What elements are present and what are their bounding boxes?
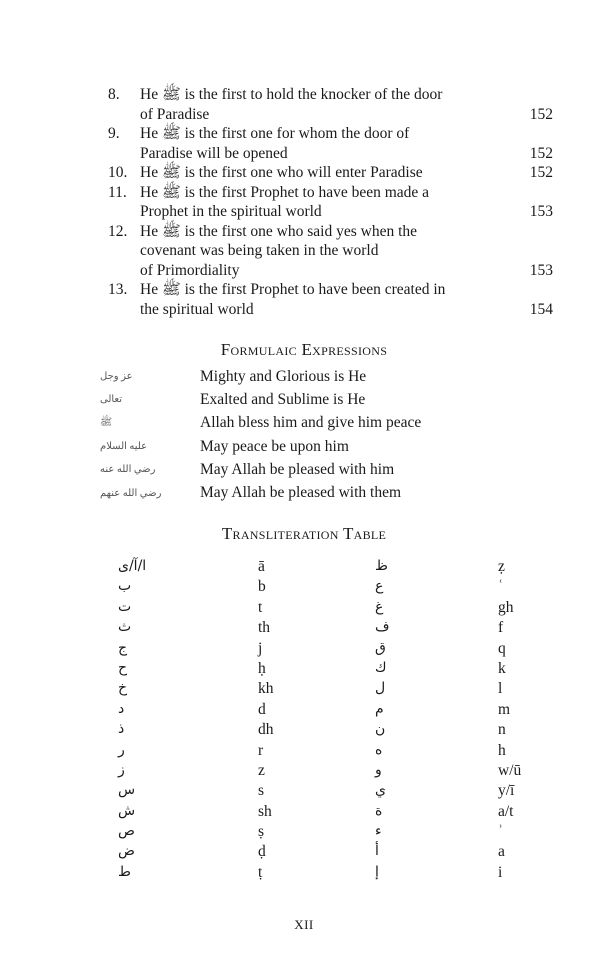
- arabic-letter: ن: [375, 721, 386, 738]
- arabic-letter: ج: [118, 639, 128, 656]
- formula-meaning: May Allah be pleased with him: [200, 460, 395, 478]
- toc-page-number: 153: [529, 261, 553, 279]
- arabic-letter: ر: [118, 741, 125, 758]
- arabic-letter: ل: [375, 680, 386, 697]
- arabic-letter: ب: [118, 578, 132, 595]
- formula-row: [100, 412, 421, 435]
- arabic-letter: و: [375, 761, 382, 778]
- latin-transliteration: w/ū: [498, 761, 522, 779]
- latin-transliteration: z: [258, 761, 265, 779]
- arabic-letter: ة: [375, 802, 383, 819]
- formulaic-expressions-list: [100, 365, 421, 505]
- latin-transliteration: j: [258, 639, 263, 657]
- toc-text: Paradise will be opened: [140, 144, 288, 162]
- formula-row: [100, 365, 421, 388]
- toc-entry: [108, 280, 553, 319]
- honorific-glyph: عز وجل: [100, 371, 133, 383]
- toc-number: 13.: [108, 281, 128, 298]
- toc-text: He ﷺ is the first one for whom the door of: [140, 125, 410, 142]
- translit-row: [0, 578, 608, 598]
- translit-row: [0, 823, 608, 843]
- arabic-letter: ح: [118, 659, 128, 676]
- latin-transliteration: h: [498, 741, 506, 759]
- arabic-letter: د: [118, 700, 125, 717]
- arabic-letter: ع: [375, 578, 384, 595]
- latin-transliteration: b: [258, 578, 266, 596]
- latin-transliteration: th: [258, 619, 271, 637]
- toc-page-number: 154: [529, 300, 553, 318]
- translit-row: [0, 558, 608, 578]
- latin-transliteration: ẓ: [498, 558, 505, 575]
- toc-entry: [108, 163, 553, 183]
- honorific-glyph: رضي الله عنهم: [100, 487, 162, 499]
- arabic-letter: ف: [375, 619, 390, 636]
- toc-page-number: [513, 222, 553, 242]
- arabic-letter: ط: [118, 863, 131, 880]
- toc-entry: [108, 85, 553, 124]
- toc-number: 10.: [108, 164, 128, 181]
- contents-list: [108, 85, 553, 319]
- toc-text: of Primordiality: [140, 261, 240, 279]
- latin-transliteration: y/ī: [498, 782, 515, 800]
- transliteration-table: [0, 558, 608, 884]
- arabic-letter: ذ: [118, 721, 125, 738]
- toc-entry: [108, 124, 553, 163]
- translit-row: [0, 640, 608, 660]
- toc-number: 11.: [108, 183, 127, 201]
- arabic-letter: ص: [118, 823, 135, 840]
- latin-transliteration: q: [498, 639, 506, 657]
- translit-row: [0, 803, 608, 823]
- toc-text: the spiritual world: [140, 300, 254, 318]
- formula-meaning: May Allah be pleased with them: [200, 484, 402, 502]
- toc-text: He ﷺ is the first to hold the knocker of the door: [140, 86, 443, 103]
- translit-row: [0, 762, 608, 782]
- toc-page-number: [513, 241, 553, 261]
- formula-meaning: Mighty and Glorious is He: [200, 367, 367, 385]
- formula-row: [100, 435, 421, 458]
- toc-number: 9.: [108, 125, 120, 142]
- latin-transliteration: r: [258, 741, 264, 759]
- latin-transliteration: a: [498, 843, 505, 861]
- arabic-letter: ت: [118, 598, 132, 615]
- translit-row: [0, 619, 608, 639]
- toc-page-number: 152: [529, 164, 553, 181]
- latin-transliteration: ṭ: [258, 863, 263, 881]
- latin-transliteration: ʾ: [498, 823, 504, 841]
- toc-page-number: [513, 183, 553, 203]
- toc-number: 12.: [108, 222, 128, 240]
- translit-row: [0, 660, 608, 680]
- translit-row: [0, 701, 608, 721]
- latin-transliteration: m: [498, 700, 511, 718]
- arabic-letter: ز: [118, 761, 125, 778]
- latin-transliteration: ʿ: [498, 578, 504, 596]
- toc-page-number: [513, 85, 553, 105]
- toc-text: covenant was being taken in the world: [140, 242, 379, 259]
- arabic-letter: ء: [375, 823, 382, 840]
- formula-row: [100, 481, 421, 504]
- arabic-letter: ض: [118, 843, 135, 860]
- latin-transliteration: k: [498, 659, 506, 677]
- toc-entry: [108, 222, 553, 281]
- transliteration-table-heading: Transliteration Table: [221, 524, 387, 543]
- toc-text: He ﷺ is the first Prophet to have been made a: [140, 183, 430, 201]
- arabic-letter: ش: [118, 802, 136, 819]
- arabic-letter: أ: [375, 843, 379, 860]
- toc-text: He ﷺ is the first one who will enter Paradise: [140, 164, 423, 181]
- toc-text: He ﷺ is the first Prophet to have been created in: [140, 281, 446, 298]
- toc-entry: [108, 183, 553, 222]
- translit-row: [0, 843, 608, 863]
- latin-transliteration: t: [258, 598, 263, 616]
- latin-transliteration: n: [498, 721, 506, 739]
- arabic-letter: م: [375, 700, 384, 717]
- translit-row: [0, 599, 608, 619]
- arabic-letter: ا/آ/ى: [118, 558, 147, 574]
- page-folio: XII: [294, 917, 314, 932]
- translit-row: [0, 782, 608, 802]
- latin-transliteration: f: [498, 619, 504, 637]
- toc-number: 8.: [108, 86, 120, 103]
- arabic-letter: ق: [375, 639, 386, 656]
- latin-transliteration: ḥ: [258, 659, 266, 677]
- formula-meaning: Exalted and Sublime is He: [200, 390, 366, 408]
- toc-page-number: [513, 124, 553, 144]
- honorific-glyph: رضي الله عنه: [100, 464, 156, 476]
- toc-text: of Paradise: [140, 105, 210, 123]
- latin-transliteration: ā: [258, 558, 265, 575]
- translit-row: [0, 680, 608, 700]
- honorific-glyph: تعالى: [100, 394, 123, 406]
- arabic-letter: ك: [375, 659, 387, 676]
- formula-row: [100, 458, 421, 481]
- arabic-letter: ث: [118, 619, 132, 636]
- arabic-letter: ه: [375, 741, 383, 758]
- toc-text: Prophet in the spiritual world: [140, 203, 322, 220]
- latin-transliteration: ṣ: [258, 823, 265, 841]
- formula-meaning: Allah bless him and give him peace: [200, 414, 422, 432]
- toc-page-number: 152: [529, 144, 553, 162]
- toc-page-number: 152: [529, 105, 553, 123]
- latin-transliteration: gh: [498, 598, 514, 616]
- toc-page-number: 153: [529, 203, 553, 220]
- translit-row: [0, 864, 608, 884]
- arabic-letter: غ: [375, 598, 384, 615]
- latin-transliteration: kh: [258, 680, 274, 698]
- translit-row: [0, 742, 608, 762]
- toc-text: He ﷺ is the first one who said yes when the: [140, 222, 418, 240]
- latin-transliteration: i: [498, 863, 503, 881]
- translit-row: [0, 721, 608, 741]
- arabic-letter: س: [118, 782, 136, 799]
- formula-meaning: May peace be upon him: [200, 437, 349, 455]
- honorific-glyph: عليه السلام: [100, 441, 148, 453]
- arabic-letter: خ: [118, 680, 128, 697]
- toc-page-number: [513, 280, 553, 300]
- latin-transliteration: d: [258, 700, 266, 718]
- latin-transliteration: sh: [258, 802, 272, 820]
- formula-row: [100, 388, 421, 411]
- latin-transliteration: a/t: [498, 802, 514, 820]
- arabic-letter: ظ: [375, 558, 388, 574]
- arabic-letter: إ: [375, 863, 379, 880]
- honorific-glyph: ﷺ: [100, 417, 113, 429]
- latin-transliteration: ḍ: [258, 843, 266, 861]
- arabic-letter: ي: [375, 782, 386, 799]
- latin-transliteration: l: [498, 680, 503, 698]
- latin-transliteration: dh: [258, 721, 274, 739]
- latin-transliteration: s: [258, 782, 265, 800]
- formulaic-expressions-heading: Formulaic Expressions: [220, 340, 388, 359]
